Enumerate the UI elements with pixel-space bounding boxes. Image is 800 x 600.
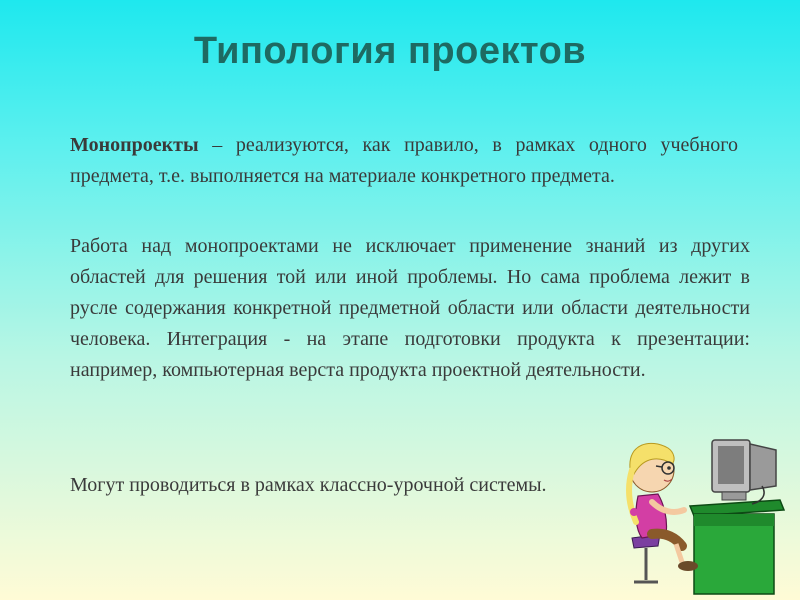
paragraph-integration: Работа над монопроектами не исключает применение знаний из других областей для решения той или иной проблемы. Но сама проблема лежит в русле содержания конкретной предметной области или области деятельности человека. Интеграция - на этапе подготовки продукта к презентации: например, компьютерная верста продукта проектной деятельности. xyxy=(70,235,750,381)
monitor-icon xyxy=(712,440,776,504)
term-monoprojects: Монопроекты xyxy=(70,134,199,156)
girl-at-computer-clipart xyxy=(612,430,792,595)
paragraph-monoprojects xyxy=(70,130,738,192)
desk-icon xyxy=(690,500,784,594)
girl-icon xyxy=(629,443,698,582)
paragraph-monoprojects-text: – реализуются, как правило, в рамках одного учебного предмета, т.е. выполняется на материале конкретного предмета. xyxy=(70,134,738,187)
paragraph-lessons: Могут проводиться в рамках классно-урочной системы. xyxy=(70,474,547,496)
slide-title: Типология проектов xyxy=(193,30,587,72)
